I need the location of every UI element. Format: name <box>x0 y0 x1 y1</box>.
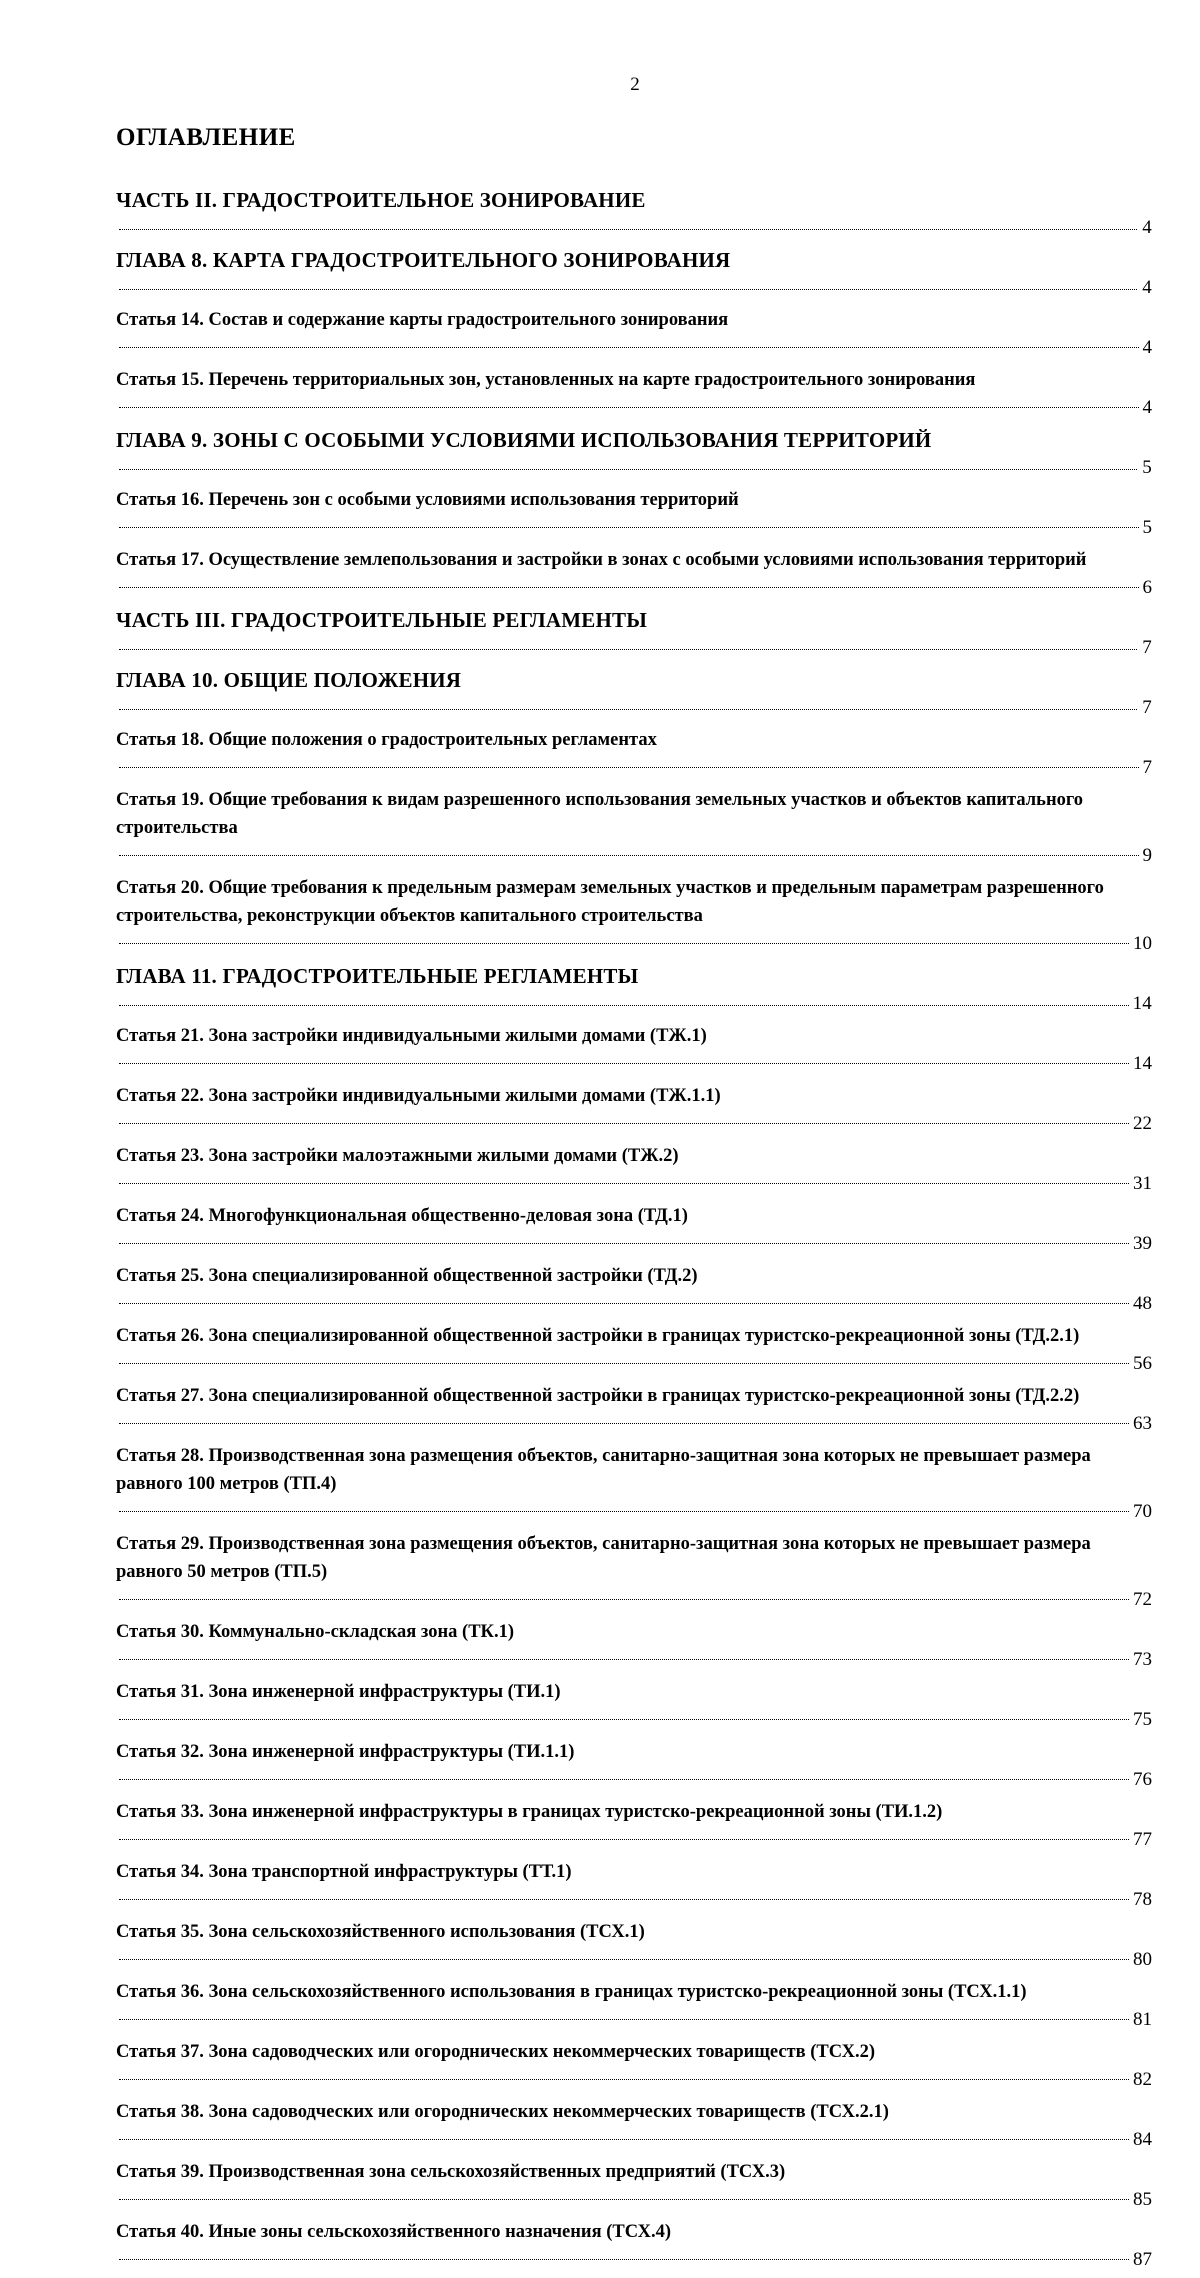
toc-entry-article[interactable] <box>116 546 1152 602</box>
toc-entry-chapter[interactable] <box>116 962 1152 1018</box>
toc-entry-title: Статья 17. Осуществление землепользования и застройки в зонах с особыми условиями использования территорий <box>116 550 1087 570</box>
leader-dots <box>119 2259 1152 2260</box>
leader-dots <box>119 229 1152 230</box>
leader-dots <box>119 1899 1152 1900</box>
leader-dots <box>119 1599 1152 1600</box>
toc-entry-page: 6 <box>1139 574 1153 602</box>
leader-dots <box>119 943 1152 944</box>
toc-entry-page: 10 <box>1129 930 1152 958</box>
leader-dots <box>119 649 1152 650</box>
toc-entry-title: Статья 34. Зона транспортной инфраструктуры (ТТ.1) <box>116 1862 572 1882</box>
toc-entry-title: Статья 27. Зона специализированной общественной застройки в границах туристско-рекреационной зоны (ТД.2.2) <box>116 1386 1080 1406</box>
toc-entry-article[interactable] <box>116 1738 1152 1794</box>
toc-entry-page: 84 <box>1129 2126 1152 2154</box>
leader-dots <box>119 347 1152 348</box>
toc-entry-page: 87 <box>1129 2246 1152 2274</box>
toc-entry-page: 75 <box>1129 1706 1152 1734</box>
toc-entry-title: ЧАСТЬ II. ГРАДОСТРОИТЕЛЬНОЕ ЗОНИРОВАНИЕ <box>116 188 646 212</box>
page-number: 2 <box>630 74 640 95</box>
toc-entry-title: ГЛАВА 10. ОБЩИЕ ПОЛОЖЕНИЯ <box>116 668 462 692</box>
toc-entry-title: Статья 20. Общие требования к предельным размерам земельных участков и предельным параметрам разрешенного строительства, реконструкции объектов капитального строительства <box>116 878 1104 926</box>
toc-entry-article[interactable] <box>116 1978 1152 2034</box>
toc-entry-page: 7 <box>1138 694 1152 722</box>
toc-entry-page: 77 <box>1129 1826 1152 1854</box>
toc-entry-page: 9 <box>1139 842 1153 870</box>
leader-dots <box>119 1719 1152 1720</box>
toc-entry-article[interactable] <box>116 786 1152 870</box>
leader-dots <box>119 1511 1152 1512</box>
toc-entry-article[interactable] <box>116 1022 1152 1078</box>
toc-entry-article[interactable] <box>116 1798 1152 1854</box>
toc-entry-page: 70 <box>1129 1498 1152 1526</box>
leader-dots <box>119 2199 1152 2200</box>
toc-entry-page: 7 <box>1138 634 1152 662</box>
toc-entry-title: Статья 29. Производственная зона размещения объектов, санитарно-защитная зона которых не превышает размера равного 50 метров (ТП.5) <box>116 1534 1091 1582</box>
toc-entry-title: Статья 14. Состав и содержание карты градостроительного зонирования <box>116 310 729 330</box>
toc-entry-article[interactable] <box>116 1322 1152 1378</box>
leader-dots <box>119 587 1152 588</box>
toc-entry-title: Статья 37. Зона садоводческих или огороднических некоммерческих товариществ (ТСХ.2) <box>116 2042 876 2062</box>
toc-entry-page: 72 <box>1129 1586 1152 1614</box>
leader-dots <box>119 2079 1152 2080</box>
toc-entry-article[interactable] <box>116 1530 1152 1614</box>
toc-entry-article[interactable] <box>116 2158 1152 2214</box>
toc-entry-title: Статья 38. Зона садоводческих или огороднических некоммерческих товариществ (ТСХ.2.1) <box>116 2102 889 2122</box>
toc-entry-page: 73 <box>1129 1646 1152 1674</box>
toc-entry-article[interactable] <box>116 2218 1152 2274</box>
toc-entry-page: 39 <box>1129 1230 1152 1258</box>
toc-entry-title: Статья 21. Зона застройки индивидуальными жилыми домами (ТЖ.1) <box>116 1026 707 1046</box>
leader-dots <box>119 1423 1152 1424</box>
leader-dots <box>119 1005 1152 1006</box>
leader-dots <box>119 289 1152 290</box>
toc-entry-title: ГЛАВА 11. ГРАДОСТРОИТЕЛЬНЫЕ РЕГЛАМЕНТЫ <box>116 964 639 988</box>
toc-entry-article[interactable] <box>116 1678 1152 1734</box>
toc-entry-page: 31 <box>1129 1170 1152 1198</box>
leader-dots <box>119 2019 1152 2020</box>
toc-entry-page: 85 <box>1129 2186 1152 2214</box>
toc-entry-page: 5 <box>1138 454 1152 482</box>
toc-entry-article[interactable] <box>116 1382 1152 1438</box>
toc-entry-article[interactable] <box>116 1918 1152 1974</box>
toc-entry-page: 78 <box>1129 1886 1152 1914</box>
leader-dots <box>119 1363 1152 1364</box>
toc-entry-article[interactable] <box>116 874 1152 958</box>
toc-entry-title: Статья 36. Зона сельскохозяйственного использования в границах туристско-рекреационной зоны (ТСХ.1.1) <box>116 1982 1027 2002</box>
toc-entry-chapter[interactable] <box>116 246 1152 302</box>
leader-dots <box>119 1779 1152 1780</box>
toc-entry-part[interactable] <box>116 186 1152 242</box>
leader-dots <box>119 709 1152 710</box>
toc-entry-title: Статья 19. Общие требования к видам разрешенного использования земельных участков и объектов капитального строительства <box>116 790 1084 838</box>
table-of-contents <box>116 186 1152 2278</box>
toc-entry-title: Статья 18. Общие положения о градостроительных регламентах <box>116 730 657 750</box>
toc-title: ОГЛАВЛЕНИЕ <box>116 124 296 151</box>
leader-dots <box>119 767 1152 768</box>
toc-entry-page: 76 <box>1129 1766 1152 1794</box>
leader-dots <box>119 1839 1152 1840</box>
toc-entry-page: 4 <box>1138 214 1152 242</box>
toc-entry-article[interactable] <box>116 1082 1152 1138</box>
toc-entry-title: Статья 16. Перечень зон с особыми условиями использования территорий <box>116 490 739 510</box>
toc-entry-article[interactable] <box>116 2098 1152 2154</box>
toc-entry-chapter[interactable] <box>116 426 1152 482</box>
leader-dots <box>119 1959 1152 1960</box>
toc-entry-chapter[interactable] <box>116 666 1152 722</box>
toc-entry-title: Статья 25. Зона специализированной общественной застройки (ТД.2) <box>116 1266 698 1286</box>
toc-entry-article[interactable] <box>116 306 1152 362</box>
toc-entry-page: 80 <box>1129 1946 1152 1974</box>
toc-entry-title: Статья 31. Зона инженерной инфраструктуры (ТИ.1) <box>116 1682 561 1702</box>
toc-entry-title: ЧАСТЬ III. ГРАДОСТРОИТЕЛЬНЫЕ РЕГЛАМЕНТЫ <box>116 608 648 632</box>
leader-dots <box>119 2139 1152 2140</box>
toc-entry-page: 56 <box>1129 1350 1152 1378</box>
toc-entry-page: 63 <box>1129 1410 1152 1438</box>
leader-dots <box>119 1303 1152 1304</box>
leader-dots <box>119 1243 1152 1244</box>
toc-entry-title: Статья 30. Коммунально-складская зона (ТК.1) <box>116 1622 514 1642</box>
leader-dots <box>119 469 1152 470</box>
leader-dots <box>119 527 1152 528</box>
toc-entry-title: Статья 39. Производственная зона сельскохозяйственных предприятий (ТСХ.3) <box>116 2162 786 2182</box>
toc-entry-article[interactable] <box>116 1202 1152 1258</box>
toc-entry-title: Статья 40. Иные зоны сельскохозяйственного назначения (ТСХ.4) <box>116 2222 671 2242</box>
leader-dots <box>119 407 1152 408</box>
toc-entry-title: Статья 28. Производственная зона размещения объектов, санитарно-защитная зона которых не превышает размера равного 100 метров (ТП.4) <box>116 1446 1091 1494</box>
toc-entry-article[interactable] <box>116 1858 1152 1914</box>
toc-entry-page: 82 <box>1129 2066 1152 2094</box>
toc-entry-title: ГЛАВА 8. КАРТА ГРАДОСТРОИТЕЛЬНОГО ЗОНИРОВАНИЯ <box>116 248 731 272</box>
toc-entry-title: Статья 23. Зона застройки малоэтажными жилыми домами (ТЖ.2) <box>116 1146 679 1166</box>
toc-entry-article[interactable] <box>116 1618 1152 1674</box>
toc-entry-title: ГЛАВА 9. ЗОНЫ С ОСОБЫМИ УСЛОВИЯМИ ИСПОЛЬЗОВАНИЯ ТЕРРИТОРИЙ <box>116 428 932 452</box>
toc-entry-article[interactable] <box>116 486 1152 542</box>
toc-entry-title: Статья 15. Перечень территориальных зон, установленных на карте градостроительного зонирования <box>116 370 976 390</box>
toc-entry-title: Статья 24. Многофункциональная общественно-деловая зона (ТД.1) <box>116 1206 688 1226</box>
leader-dots <box>119 855 1152 856</box>
toc-entry-article[interactable] <box>116 1442 1152 1526</box>
toc-entry-title: Статья 35. Зона сельскохозяйственного использования (ТСХ.1) <box>116 1922 645 1942</box>
toc-entry-page: 4 <box>1139 394 1153 422</box>
toc-entry-page: 4 <box>1138 274 1152 302</box>
toc-entry-page: 14 <box>1129 990 1152 1018</box>
toc-entry-page: 14 <box>1129 1050 1152 1078</box>
toc-entry-title: Статья 32. Зона инженерной инфраструктуры (ТИ.1.1) <box>116 1742 575 1762</box>
toc-entry-article[interactable] <box>116 726 1152 782</box>
toc-entry-page: 22 <box>1129 1110 1152 1138</box>
toc-entry-page: 5 <box>1139 514 1153 542</box>
toc-entry-page: 81 <box>1129 2006 1152 2034</box>
toc-entry-article[interactable] <box>116 2038 1152 2094</box>
toc-entry-article[interactable] <box>116 366 1152 422</box>
toc-entry-title: Статья 33. Зона инженерной инфраструктуры в границах туристско-рекреационной зоны (ТИ.1.2) <box>116 1802 943 1822</box>
toc-entry-part[interactable] <box>116 606 1152 662</box>
leader-dots <box>119 1659 1152 1660</box>
toc-entry-article[interactable] <box>116 1262 1152 1318</box>
toc-entry-title: Статья 26. Зона специализированной общественной застройки в границах туристско-рекреационной зоны (ТД.2.1) <box>116 1326 1080 1346</box>
leader-dots <box>119 1183 1152 1184</box>
toc-entry-page: 7 <box>1139 754 1153 782</box>
toc-entry-page: 48 <box>1129 1290 1152 1318</box>
toc-entry-page: 4 <box>1139 334 1153 362</box>
leader-dots <box>119 1063 1152 1064</box>
toc-entry-article[interactable] <box>116 1142 1152 1198</box>
toc-entry-title: Статья 22. Зона застройки индивидуальными жилыми домами (ТЖ.1.1) <box>116 1086 721 1106</box>
leader-dots <box>119 1123 1152 1124</box>
